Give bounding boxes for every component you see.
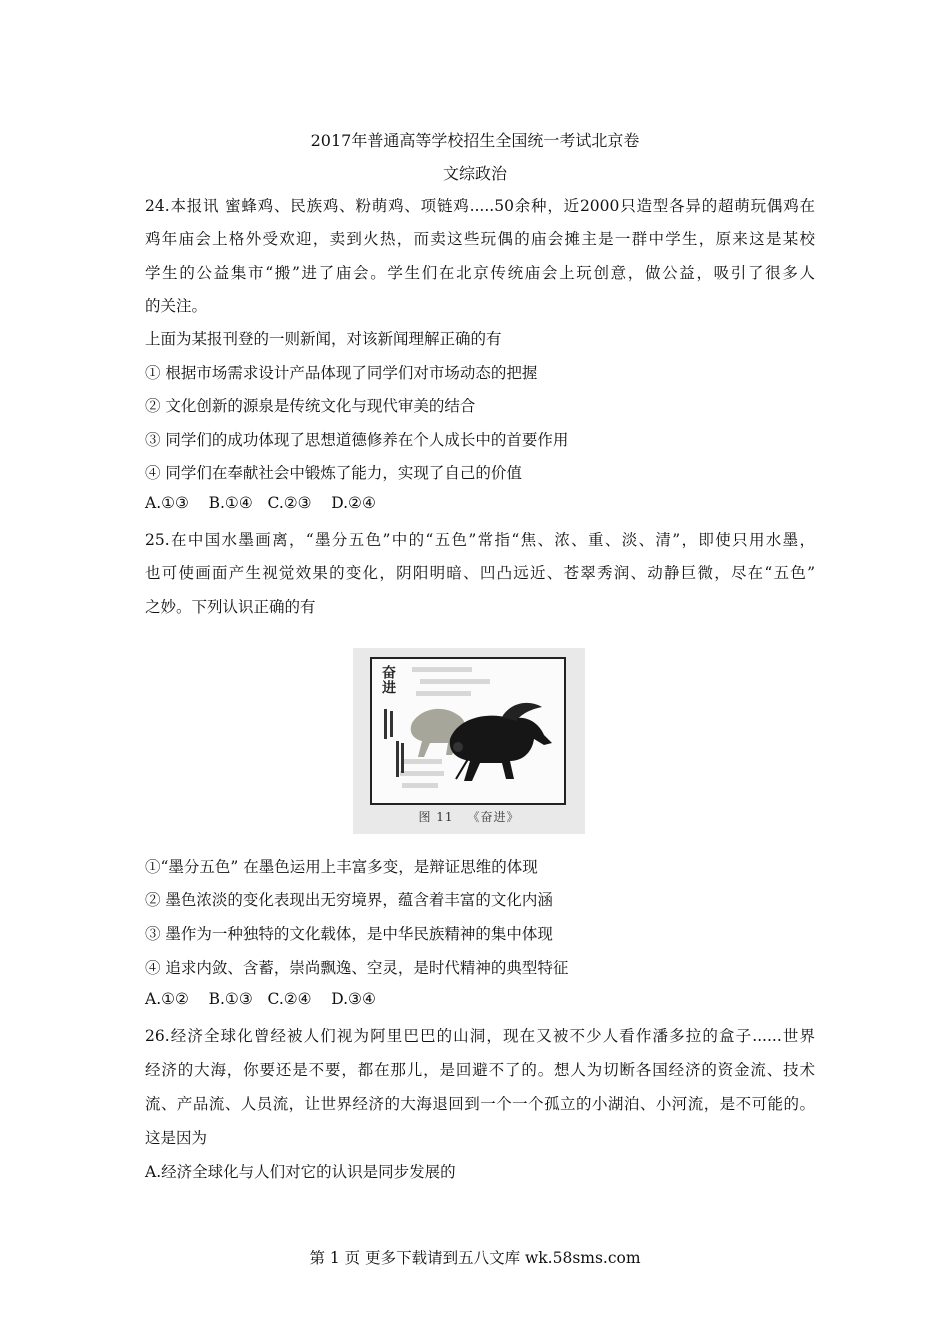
q24-item-3: ③ 同学们的成功体现了思想道德修养在个人成长中的首要作用 — [145, 431, 569, 449]
q26-stem-line-3: 流、产品流、人员流，让世界经济的大海退回到一个一个孤立的小湖泊、小河流，是不可能的。 — [145, 1095, 815, 1113]
q24-stem-line-3: 学生的公益集市“搬”进了庙会。学生们在北京传统庙会上玩创意，做公益，吸引了很多人 — [145, 264, 815, 282]
ink-painting-image — [370, 657, 566, 805]
page-footer: 第 1 页 更多下载请到五八文库 wk.58sms.com — [309, 1249, 641, 1267]
exam-title: 2017年普通高等学校招生全国统一考试北京卷 — [310, 131, 640, 150]
q25-stem-line-2: 也可使画面产生视觉效果的变化，阴阳明暗、凹凸远近、苍翠秀润、动静巨微，尽在“五色” — [145, 564, 815, 582]
q24-stem-line-1: 24.本报讯 蜜蜂鸡、民族鸡、粉萌鸡、项链鸡.....50余种，近2000只造型各异的超萌玩偶鸡在 — [145, 197, 815, 215]
painting-inscription: 奋进 — [380, 665, 396, 695]
figure-11 — [353, 648, 585, 834]
q25-stem-line-3: 之妙。下列认识正确的有 — [145, 598, 316, 616]
q24-item-1: ① 根据市场需求设计产品体现了同学们对市场动态的把握 — [145, 364, 538, 382]
q25-options: A.①② B.①③ C.②④ D.③④ — [145, 990, 376, 1008]
exam-subject: 文综政治 — [442, 164, 507, 183]
q25-item-1: ①“墨分五色” 在墨色运用上丰富多变，是辩证思维的体现 — [145, 858, 538, 876]
ink-painting-drawing — [372, 659, 564, 803]
figure-number: 图 11 — [418, 810, 454, 824]
q24-item-2: ② 文化创新的源泉是传统文化与现代审美的结合 — [145, 397, 476, 415]
q26-stem-line-4: 这是因为 — [145, 1129, 208, 1147]
figure-title: 《奋进》 — [467, 810, 520, 824]
q25-item-2: ② 墨色浓淡的变化表现出无穷境界，蕴含着丰富的文化内涵 — [145, 891, 553, 909]
q24-item-4: ④ 同学们在奉献社会中锻炼了能力，实现了自己的价值 — [145, 464, 522, 482]
q25-stem-line-1: 25.在中国水墨画离，“墨分五色”中的“五色”常指“焦、浓、重、淡、清”，即使只用水墨， — [145, 531, 815, 549]
q24-stem-line-4: 的关注。 — [145, 297, 208, 315]
q26-stem-line-1: 26.经济全球化曾经被人们视为阿里巴巴的山洞，现在又被不少人看作潘多拉的盒子......世界 — [145, 1027, 815, 1045]
q26-stem-line-2: 经济的大海，你要还是不要，都在那儿，是回避不了的。想人为切断各国经济的资金流、技术 — [145, 1061, 815, 1079]
q26-option-a: A.经济全球化与人们对它的认识是同步发展的 — [145, 1163, 456, 1181]
q25-item-4: ④ 追求内敛、含蓄，崇尚飘逸、空灵，是时代精神的典型特征 — [145, 959, 569, 977]
q24-prompt: 上面为某报刊登的一则新闻，对该新闻理解正确的有 — [145, 330, 502, 348]
q25-item-3: ③ 墨作为一种独特的文化载体，是中华民族精神的集中体现 — [145, 925, 553, 943]
q24-options: A.①③ B.①④ C.②③ D.②④ — [145, 494, 376, 512]
q24-stem-line-2: 鸡年庙会上格外受欢迎，卖到火热，而卖这些玩偶的庙会摊主是一群中学生，原来这是某校 — [145, 230, 815, 248]
figure-caption — [353, 808, 585, 825]
